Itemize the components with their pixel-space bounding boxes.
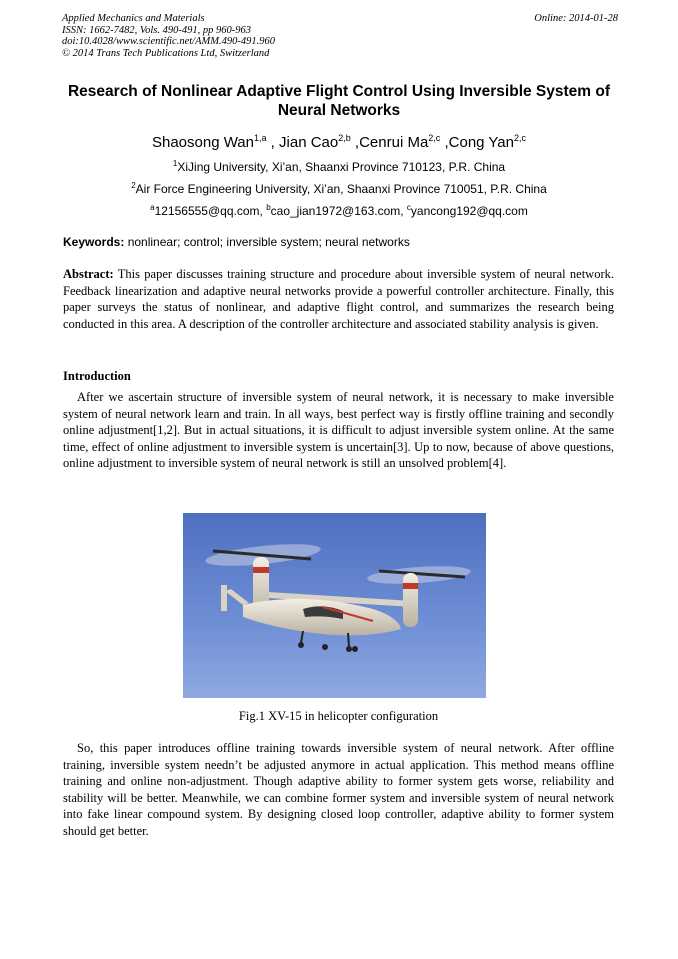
keywords (63, 235, 619, 249)
keywords-label: Keywords: (63, 235, 125, 249)
online-date: Online: 2014-01-28 (534, 13, 618, 24)
email-sup: a (150, 203, 155, 212)
abstract-label: Abstract: (63, 267, 114, 281)
email-list: $^a$12156555@qq.com, $^b$cao_jian1972@163.com, $^c$yancong192@qq.com (150, 203, 528, 218)
issn-line: ISSN: 1662-7482, Vols. 490-491, pp 960-963 (62, 24, 251, 36)
affiliation-text: Air Force Engineering University, Xi’an, Shaanxi Province 710051, P.R. China (135, 182, 547, 196)
figure-caption: Fig.1 XV-15 in helicopter configuration (238, 709, 439, 723)
intro-paragraph-1: After we ascertain structure of inversible system of neural network, it is necessary to make inversible system of neural network learn and train. In all ways, best perfect way is firstly offline training and secondly online adjustment[1,2]. But in actual situations, it is difficult to adjust inversible system online. At the same time, effect of online adjustment to inversible system is uncertain[3]. Up to now, because of above questions, online adjustment to inversible system of neural network is still an unsolved problem[4]. (63, 390, 614, 471)
author-name: Jian Cao (279, 134, 339, 151)
affiliation-sup: 1 (172, 159, 178, 168)
email-address[interactable]: yancong192@qq.com (410, 204, 528, 218)
author-sup: 2,c (514, 133, 527, 143)
email-sup: c (406, 203, 411, 212)
email-address[interactable]: cao_jian1972@163.com (270, 204, 401, 218)
abstract (63, 266, 614, 332)
intro-paragraph-2: So, this paper introduces offline training towards inversible system of neural network. After offline training, inversible system needn’t be adjusted anymore in actual application. This method means offline training and online non-adjustment. Though adaptive ability to former system gets worse, reliability and stability will be better. Meanwhile, we can combine former system and inversible system of neural network into fake linear compound system. By designing closed loop controller, adaptive ability to former system should get better. (63, 741, 614, 838)
author-sup: 2,c (428, 133, 441, 143)
journal-header (62, 13, 618, 59)
journal-name: Applied Mechanics and Materials (62, 13, 205, 24)
aircraft-photo (183, 513, 486, 698)
paper-title: Research of Nonlinear Adaptive Flight Control Using Inversible System of Neural Networks (67, 83, 611, 119)
author-name: Shaosong Wan (151, 134, 254, 151)
affiliation (40, 156, 638, 175)
keywords-text: nonlinear; control; inversible system; neural networks (127, 235, 410, 249)
email-sup: b (266, 203, 271, 212)
copyright-line: © 2014 Trans Tech Publications Ltd, Switzerland (62, 47, 270, 59)
author-sup: 2,b (338, 133, 351, 143)
author-name: Cong Yan (448, 134, 514, 151)
author-list: Shaosong Wan$^{1,a}$ , Jian Cao$^{2,b}$ ,Cenrui Ma$^{2,c}$ ,Cong Yan$^{2,c}$ (151, 133, 527, 151)
author-name: Cenrui Ma (359, 134, 429, 151)
affiliation (40, 178, 638, 197)
section-heading-introduction: Introduction (63, 369, 131, 383)
abstract-text: This paper discusses training structure and procedure about inversible system of neural network. Feedback linearization and adaptive neural networks provide a powerful controller architecture. Finally, this paper surveys the status of nonlinear, and adaptive flight control, and summarizes the research being conducted in this area. A description of the controller architecture and associated stability analysis is given. (63, 267, 614, 331)
affiliation-text: XiJing University, Xi’an, Shaanxi Province 710123, P.R. China (177, 160, 506, 174)
affiliation-sup: 2 (131, 181, 136, 190)
email-address[interactable]: 12156555@qq.com (154, 204, 260, 218)
doi-line: doi:10.4028/www.scientific.net/AMM.490-491.960 (62, 36, 275, 47)
figure-xv15-aircraft (183, 513, 486, 698)
author-sup: 1,a (254, 133, 267, 143)
